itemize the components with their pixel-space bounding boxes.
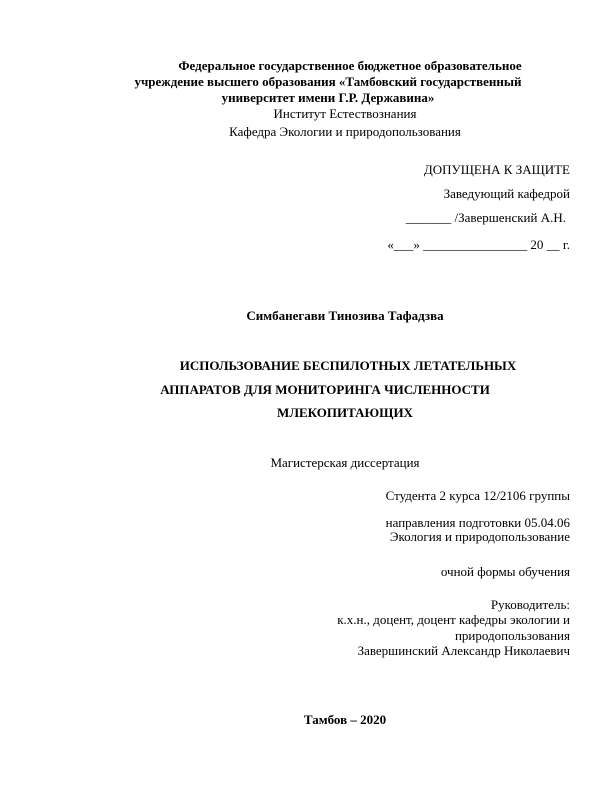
department-name: Кафедра Экологии и природопользования: [229, 124, 461, 139]
institute-name: Институт Естествознания: [273, 106, 417, 121]
org-line-1: Федеральное государственное бюджетное образовательное: [178, 58, 522, 73]
head-signature: _______ /Завершенский А.Н.: [405, 210, 566, 225]
author-name: Симбанегави Тинозива Тафадзва: [246, 308, 444, 323]
head-title: Заведующий кафедрой: [443, 186, 570, 201]
thesis-title-line-1: ИСПОЛЬЗОВАНИЕ БЕСПИЛОТНЫХ ЛЕТАТЕЛЬНЫХ: [179, 358, 517, 373]
student-course: Студента 2 курса 12/2106 группы: [385, 488, 570, 503]
thesis-type: Магистерская диссертация: [270, 455, 420, 470]
supervisor-degree-line-1: к.х.н., доцент, доцент кафедры экологии и: [337, 612, 570, 627]
study-form: очной формы обучения: [440, 564, 570, 579]
org-line-2: учреждение высшего образования «Тамбовский государственный: [134, 74, 522, 89]
admitted-label: ДОПУЩЕНА К ЗАЩИТЕ: [423, 162, 570, 177]
student-specialty: Экология и природопользование: [389, 529, 570, 544]
thesis-title-line-3: МЛЕКОПИТАЮЩИХ: [277, 405, 413, 420]
city-year: Тамбов – 2020: [303, 712, 387, 727]
supervisor-label: Руководитель:: [490, 597, 570, 612]
supervisor-name: Завершинский Александр Николаевич: [357, 643, 570, 658]
org-line-3: университет имени Г.Р. Державина»: [221, 90, 435, 105]
supervisor-degree-line-2: природопользования: [454, 628, 570, 643]
approval-date-line: «___» ________________ 20 __ г.: [387, 237, 570, 252]
student-direction: направления подготовки 05.04.06: [385, 515, 570, 530]
thesis-title-line-2: АППАРАТОВ ДЛЯ МОНИТОРИНГА ЧИСЛЕННОСТИ: [160, 382, 490, 397]
